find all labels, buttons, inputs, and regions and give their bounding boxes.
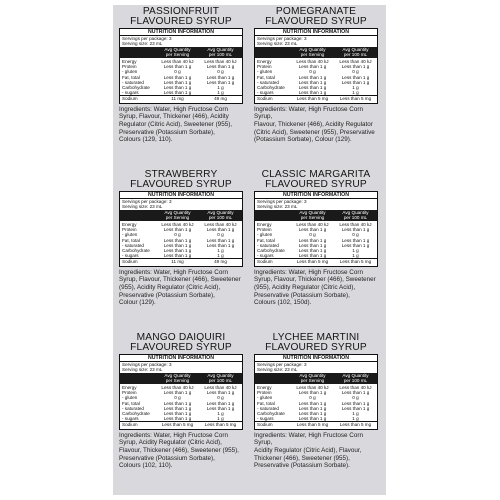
serving-size: Serving size: 23 mL [257, 204, 298, 210]
nutrient-per-serving: Less than 1 g [163, 79, 192, 85]
nutrient-name: Fat, total [257, 400, 275, 406]
ingredients-line: Acidity Regulator (Citric Acid), Flavour, [254, 446, 362, 454]
nutrient-name: - gluten [122, 232, 138, 238]
syrup-label-panel [116, 170, 246, 328]
ingredients-line: Flavour, Thickener (466), Sweetener (955), [119, 446, 239, 454]
ingredients-line: Syrup, Flavour, Thickener (466), Sweetener [119, 276, 241, 284]
nutrition-table [119, 191, 243, 267]
product-title-line: FLAVOURED SYRUP [265, 16, 367, 27]
nutrition-row [255, 258, 377, 264]
nutrient-per-serving: Less than 1 g [163, 64, 192, 70]
nutrition-rows [255, 384, 377, 429]
nutrient-per-serving: Less than 1 g [163, 242, 192, 248]
nutrition-column-headers [120, 210, 242, 221]
nutrient-per-100ml: Less than 1 g [341, 227, 370, 233]
product-title-line: FLAVOURED SYRUP [130, 179, 232, 190]
nutrient-per-serving: Less than 1 g [298, 64, 327, 70]
nutrient-per-100ml: 0 g [352, 395, 359, 401]
ingredients-text [116, 269, 247, 308]
nutrition-rows [255, 58, 377, 103]
nutrient-name: - gluten [257, 69, 273, 75]
column-header-per-serving [291, 210, 334, 221]
nutrient-per-serving: Less than 1 g [163, 416, 192, 422]
product-title-line: FLAVOURED SYRUP [265, 342, 367, 353]
nutrition-row [120, 416, 242, 421]
syrup-label-panel [251, 7, 381, 165]
nutrient-per-serving: Less than 5 mg [296, 259, 329, 265]
ingredients-line: Colours (129, 110). [119, 136, 173, 144]
nutrient-per-serving: Less than 1 g [298, 247, 327, 253]
column-header-line: Avg Quantity [207, 46, 234, 52]
nutrient-name: Sodium [122, 259, 138, 265]
column-header-blank [120, 47, 156, 58]
nutrient-per-100ml: Less than 1 g [206, 74, 235, 80]
nutrient-per-100ml: 1 g [352, 253, 359, 259]
nutrient-per-100ml: Less than 1 g [206, 400, 235, 406]
nutrient-per-serving: 11 mg [171, 96, 184, 102]
nutrition-table [254, 354, 378, 430]
syrup-label-panel [251, 333, 381, 491]
nutrient-name: - gluten [122, 69, 138, 75]
nutrient-per-100ml: Less than 1 g [206, 390, 235, 396]
column-header-per-100ml [334, 373, 377, 384]
nutrient-name: Energy [257, 58, 272, 64]
nutrient-name: Sodium [257, 96, 273, 102]
nutrient-per-serving: Less than 1 g [298, 79, 327, 85]
nutrient-per-100ml: Less than 5 mg [339, 259, 372, 265]
column-header-per-100ml [199, 210, 242, 221]
nutrient-per-serving: Less than 40 kJ [296, 58, 329, 64]
column-header-per-serving [156, 47, 199, 58]
nutrient-per-100ml: 0 g [217, 395, 224, 401]
ingredients-line: Syrup, Acidity Regulator (Citric Acid), [119, 439, 222, 447]
product-title-line: FLAVOURED SYRUP [130, 16, 232, 27]
ingredients-line: (Citric Acid), Sweetener (955), Preservative [254, 128, 375, 136]
nutrient-per-serving: Less than 40 kJ [161, 221, 194, 227]
nutrition-rows [120, 384, 242, 429]
nutrient-per-100ml: 1 g [352, 247, 359, 253]
product-title-line: PASSIONFRUIT [142, 6, 220, 17]
nutrient-name: Fat, total [122, 400, 140, 406]
nutrient-per-serving: 0 g [309, 232, 316, 238]
nutrient-per-100ml: 49 mg [214, 96, 227, 102]
ingredients-line: Colour (129). [119, 299, 156, 307]
nutrient-per-100ml: Less than 1 g [341, 405, 370, 411]
ingredients-line: Ingredients: Water, High Fructose Corn Syrup, [254, 105, 363, 121]
serving-size: Serving size: 23 mL [257, 367, 298, 373]
nutrient-per-serving: Less than 1 g [298, 253, 327, 259]
product-title-line: MANGO DAIQUIRI [136, 332, 226, 343]
nutrient-per-serving: Less than 1 g [298, 390, 327, 396]
nutrient-per-serving: Less than 1 g [298, 405, 327, 411]
nutrient-per-serving: Less than 40 kJ [161, 58, 194, 64]
ingredients-text [251, 432, 382, 471]
column-header-line: per Serving [165, 51, 190, 57]
nutrient-per-100ml: 1 g [217, 416, 224, 422]
servings-per-package: Servings per package: 3 [122, 362, 172, 368]
column-header-line: per Serving [300, 377, 325, 383]
nutrient-per-serving: Less than 5 mg [296, 96, 329, 102]
nutrient-per-serving: Less than 1 g [163, 390, 192, 396]
nutrient-per-100ml: Less than 1 g [341, 390, 370, 396]
nutrient-per-100ml: Less than 5 mg [339, 422, 372, 428]
nutrient-per-100ml: 1 g [217, 90, 224, 96]
nutrient-per-serving: Less than 5 mg [161, 422, 194, 428]
nutrient-name: Fat, total [122, 74, 140, 80]
column-header-line: per Serving [300, 51, 325, 57]
nutrient-per-100ml: Less than 1 g [206, 64, 235, 70]
servings-per-package: Servings per package: 3 [257, 362, 307, 368]
column-header-line: Avg Quantity [164, 209, 191, 215]
servings-per-package: Servings per package: 3 [257, 199, 307, 205]
nutrient-per-100ml: Less than 40 kJ [204, 58, 237, 64]
ingredients-text [251, 269, 382, 308]
column-header-line: Avg Quantity [299, 209, 326, 215]
nutrition-header: NUTRITION INFORMATION [120, 355, 242, 362]
nutrient-per-serving: Less than 40 kJ [296, 384, 329, 390]
nutrient-per-100ml: 0 g [217, 232, 224, 238]
nutrient-name: Energy [257, 384, 272, 390]
product-title-line: LYCHEE MARTINI [272, 332, 360, 343]
nutrient-name: - saturated [257, 242, 279, 248]
ingredients-line: Syrup, Flavour, Thickener (466), Acidity [119, 113, 229, 121]
nutrient-per-100ml: Less than 5 mg [339, 96, 372, 102]
column-header-per-100ml [199, 47, 242, 58]
nutrition-rows [255, 221, 377, 266]
nutrient-per-100ml: Less than 1 g [206, 227, 235, 233]
column-header-line: per 100 mL [208, 214, 233, 220]
product-title [251, 333, 381, 353]
nutrient-per-serving: Less than 1 g [163, 410, 192, 416]
column-header-blank [255, 210, 291, 221]
product-title-line: CLASSIC MARGARITA [261, 169, 371, 180]
syrup-label-panel [116, 7, 246, 165]
column-header-line: Avg Quantity [164, 46, 191, 52]
nutrient-per-100ml: 1 g [217, 84, 224, 90]
nutrient-per-serving: Less than 1 g [298, 400, 327, 406]
product-title [116, 170, 246, 190]
nutrient-per-100ml: 1 g [352, 90, 359, 96]
nutrient-name: Carbohydrate [122, 84, 150, 90]
serving-size: Serving size: 23 mL [122, 367, 163, 373]
product-title-line: POMEGRANATE [275, 6, 357, 17]
product-title-line: STRAWBERRY [144, 169, 218, 180]
column-header-per-serving [291, 373, 334, 384]
nutrient-name: Protein [122, 64, 137, 70]
nutrient-name: Fat, total [122, 237, 140, 243]
nutrient-per-100ml: Less than 1 g [341, 64, 370, 70]
column-header-blank [255, 373, 291, 384]
nutrient-per-serving: Less than 1 g [298, 237, 327, 243]
nutrient-per-serving: Less than 1 g [163, 84, 192, 90]
nutrient-name: Protein [122, 227, 137, 233]
nutrient-per-serving: Less than 5 mg [296, 422, 329, 428]
nutrient-per-serving: 11 mg [171, 259, 184, 265]
nutrient-per-serving: 0 g [309, 395, 316, 401]
nutrient-name: - saturated [122, 242, 144, 248]
nutrient-per-100ml: Less than 1 g [341, 79, 370, 85]
column-header-line: per Serving [165, 377, 190, 383]
nutrient-name: - sugars [122, 416, 139, 422]
nutrient-name: - sugars [122, 253, 139, 259]
nutrient-name: Carbohydrate [257, 84, 285, 90]
nutrient-per-serving: Less than 1 g [298, 227, 327, 233]
nutrition-row [255, 90, 377, 95]
nutrition-column-headers [120, 47, 242, 58]
ingredients-line: (955), Acidity Regulator (Citric Acid), [254, 283, 356, 291]
ingredients-line: (Potassium Sorbate), Colour (129). [254, 136, 352, 144]
nutrition-row [120, 90, 242, 95]
nutrition-header: NUTRITION INFORMATION [120, 192, 242, 199]
column-header-line: per 100 mL [343, 214, 368, 220]
nutrient-name: Carbohydrate [257, 247, 285, 253]
nutrient-name: Protein [122, 390, 137, 396]
nutrient-per-100ml: Less than 40 kJ [339, 58, 372, 64]
nutrient-name: Fat, total [257, 237, 275, 243]
nutrient-per-serving: Less than 1 g [163, 400, 192, 406]
nutrient-per-serving: Less than 1 g [298, 242, 327, 248]
nutrient-name: Protein [257, 64, 272, 70]
serving-size: Serving size: 23 mL [122, 41, 163, 47]
nutrition-row [120, 253, 242, 258]
nutrition-row [120, 95, 242, 101]
syrup-label-panel [116, 333, 246, 491]
nutrient-name: - gluten [257, 232, 273, 238]
ingredients-line: Syrup, Flavour, Thickener (466), Sweetener [254, 276, 376, 284]
product-title [116, 333, 246, 353]
nutrient-per-serving: Less than 1 g [163, 405, 192, 411]
nutrient-name: - saturated [122, 79, 144, 85]
nutrition-rows [120, 221, 242, 266]
column-header-line: per Serving [165, 214, 190, 220]
nutrition-row [255, 253, 377, 258]
nutrient-per-100ml: Less than 1 g [341, 242, 370, 248]
nutrient-per-100ml: 0 g [217, 69, 224, 75]
nutrition-column-headers [255, 47, 377, 58]
nutrient-name: Energy [122, 221, 137, 227]
nutrient-per-100ml: Less than 1 g [206, 405, 235, 411]
nutrition-header: NUTRITION INFORMATION [255, 29, 377, 36]
product-title-line: FLAVOURED SYRUP [265, 179, 367, 190]
nutrient-per-serving: 0 g [174, 395, 181, 401]
column-header-per-100ml [334, 47, 377, 58]
column-header-line: Avg Quantity [164, 372, 191, 378]
nutrient-name: - sugars [257, 90, 274, 96]
column-header-line: per 100 mL [208, 51, 233, 57]
nutrient-per-100ml: 1 g [352, 84, 359, 90]
ingredients-line: Ingredients: Water, High Fructose Corn Syrup, [254, 431, 363, 447]
nutrition-table [119, 354, 243, 430]
column-header-blank [120, 373, 156, 384]
nutrient-name: Energy [122, 58, 137, 64]
ingredients-line: Thickener (466), Sweetener (955), [254, 454, 350, 462]
serving-size: Serving size: 23 mL [257, 41, 298, 47]
nutrient-per-serving: Less than 1 g [163, 237, 192, 243]
servings-per-package: Servings per package: 3 [257, 36, 307, 42]
nutrient-name: - sugars [122, 90, 139, 96]
nutrient-name: Fat, total [257, 74, 275, 80]
nutrient-per-100ml: 0 g [352, 69, 359, 75]
nutrient-per-serving: 0 g [174, 69, 181, 75]
nutrient-per-100ml: Less than 5 mg [204, 422, 237, 428]
ingredients-text [116, 106, 247, 145]
column-header-line: per 100 mL [208, 377, 233, 383]
ingredients-line: (955), Acidity Regulator (Citric Acid), [119, 283, 221, 291]
product-title-line: FLAVOURED SYRUP [130, 342, 232, 353]
nutrition-header: NUTRITION INFORMATION [255, 192, 377, 199]
nutrient-per-100ml: Less than 40 kJ [204, 221, 237, 227]
nutrient-per-serving: Less than 1 g [163, 227, 192, 233]
nutrient-name: Protein [257, 390, 272, 396]
nutrient-per-serving: Less than 1 g [298, 74, 327, 80]
column-header-per-serving [156, 210, 199, 221]
nutrition-table [254, 28, 378, 104]
nutrient-name: Energy [122, 384, 137, 390]
serving-size: Serving size: 23 mL [122, 204, 163, 210]
nutrient-per-100ml: 1 g [352, 416, 359, 422]
nutrition-column-headers [120, 373, 242, 384]
ingredients-text [116, 432, 247, 471]
column-header-line: Avg Quantity [207, 209, 234, 215]
nutrient-per-100ml: Less than 1 g [206, 237, 235, 243]
column-header-blank [255, 47, 291, 58]
nutrition-row [120, 258, 242, 264]
nutrient-per-serving: Less than 40 kJ [296, 221, 329, 227]
nutrient-per-serving: Less than 1 g [163, 90, 192, 96]
ingredients-line: Colours (102, 110). [119, 462, 173, 470]
ingredients-line: Colours (102, 150d). [254, 299, 312, 307]
nutrient-name: Sodium [257, 259, 273, 265]
nutrient-name: - saturated [122, 405, 144, 411]
nutrient-per-100ml: Less than 40 kJ [339, 384, 372, 390]
nutrition-row [255, 416, 377, 421]
nutrient-per-100ml: Less than 1 g [206, 242, 235, 248]
servings-per-package: Servings per package: 3 [122, 199, 172, 205]
nutrient-name: Sodium [257, 422, 273, 428]
nutrition-table [254, 191, 378, 267]
nutrient-per-serving: Less than 40 kJ [161, 384, 194, 390]
nutrient-name: - sugars [257, 416, 274, 422]
nutrient-per-100ml: 49 mg [214, 259, 227, 265]
product-title [251, 7, 381, 27]
nutrient-per-100ml: Less than 40 kJ [339, 221, 372, 227]
ingredients-line: Flavour, Thickener (466), Acidity Regulator [254, 120, 373, 128]
nutrition-rows [120, 58, 242, 103]
nutrient-per-100ml: Less than 40 kJ [204, 384, 237, 390]
ingredients-line: Ingredients: Water, High Fructose Corn [119, 431, 228, 439]
nutrition-table [119, 28, 243, 104]
nutrient-name: - saturated [257, 79, 279, 85]
nutrient-name: Energy [257, 221, 272, 227]
nutrition-header: NUTRITION INFORMATION [120, 29, 242, 36]
product-title [251, 170, 381, 190]
nutrient-per-serving: Less than 1 g [163, 247, 192, 253]
ingredients-line: Preservative (Potassium Sorbate), [119, 454, 215, 462]
nutrient-per-100ml: 0 g [352, 232, 359, 238]
nutrient-per-serving: Less than 1 g [298, 410, 327, 416]
column-header-line: per 100 mL [343, 51, 368, 57]
column-header-line: Avg Quantity [342, 372, 369, 378]
column-header-line: Avg Quantity [299, 46, 326, 52]
product-title [116, 7, 246, 27]
column-header-per-100ml [334, 210, 377, 221]
nutrient-name: - sugars [257, 253, 274, 259]
column-header-line: Avg Quantity [342, 209, 369, 215]
nutrition-row [120, 421, 242, 427]
nutrient-per-100ml: 1 g [217, 410, 224, 416]
nutrient-per-serving: Less than 1 g [298, 90, 327, 96]
nutrient-per-100ml: 1 g [217, 247, 224, 253]
nutrient-per-100ml: 1 g [352, 410, 359, 416]
nutrition-row [255, 95, 377, 101]
nutrient-per-100ml: Less than 1 g [206, 79, 235, 85]
nutrition-header: NUTRITION INFORMATION [255, 355, 377, 362]
nutrient-name: Protein [257, 227, 272, 233]
servings-per-package: Servings per package: 3 [122, 36, 172, 42]
ingredients-line: Ingredients: Water, High Fructose Corn [254, 268, 363, 276]
column-header-blank [120, 210, 156, 221]
ingredients-line: Ingredients: Water, High Fructose Corn [119, 268, 228, 276]
nutrient-per-100ml: Less than 1 g [341, 400, 370, 406]
ingredients-text [251, 106, 382, 145]
nutrient-per-serving: Less than 1 g [163, 74, 192, 80]
column-header-per-serving [156, 373, 199, 384]
nutrient-per-100ml: Less than 1 g [341, 237, 370, 243]
nutrient-name: Carbohydrate [257, 410, 285, 416]
column-header-line: per 100 mL [343, 377, 368, 383]
ingredients-line: Ingredients: Water, High Fructose Corn [119, 105, 228, 113]
column-header-line: per Serving [300, 214, 325, 220]
nutrient-per-serving: 0 g [174, 232, 181, 238]
column-header-line: Avg Quantity [299, 372, 326, 378]
ingredients-line: Preservative (Potassium Sorbate), [119, 291, 215, 299]
nutrient-name: Sodium [122, 422, 138, 428]
nutrient-name: Sodium [122, 96, 138, 102]
ingredients-line: Preservative (Potassium Sorbate). [254, 462, 350, 470]
nutrient-per-100ml: 1 g [217, 253, 224, 259]
nutrition-column-headers [255, 373, 377, 384]
nutrient-name: - gluten [257, 395, 273, 401]
syrup-label-panel [251, 170, 381, 328]
nutrient-name: Carbohydrate [122, 247, 150, 253]
nutrient-per-100ml: Less than 1 g [341, 74, 370, 80]
nutrient-per-serving: Less than 1 g [298, 84, 327, 90]
ingredients-line: Regulator (Citric Acid), Sweetener (955), [119, 120, 233, 128]
nutrient-name: - gluten [122, 395, 138, 401]
nutrition-row [255, 421, 377, 427]
column-header-per-100ml [199, 373, 242, 384]
column-header-line: Avg Quantity [207, 372, 234, 378]
ingredients-line: Preservative (Potassium Sorbate), [254, 291, 350, 299]
nutrition-column-headers [255, 210, 377, 221]
column-header-per-serving [291, 47, 334, 58]
nutrient-per-serving: Less than 1 g [298, 416, 327, 422]
column-header-line: Avg Quantity [342, 46, 369, 52]
nutrient-per-serving: 0 g [309, 69, 316, 75]
ingredients-line: Preservative (Potassium Sorbate), [119, 128, 215, 136]
nutrient-per-serving: Less than 1 g [163, 253, 192, 259]
nutrient-name: - saturated [257, 405, 279, 411]
nutrient-name: Carbohydrate [122, 410, 150, 416]
